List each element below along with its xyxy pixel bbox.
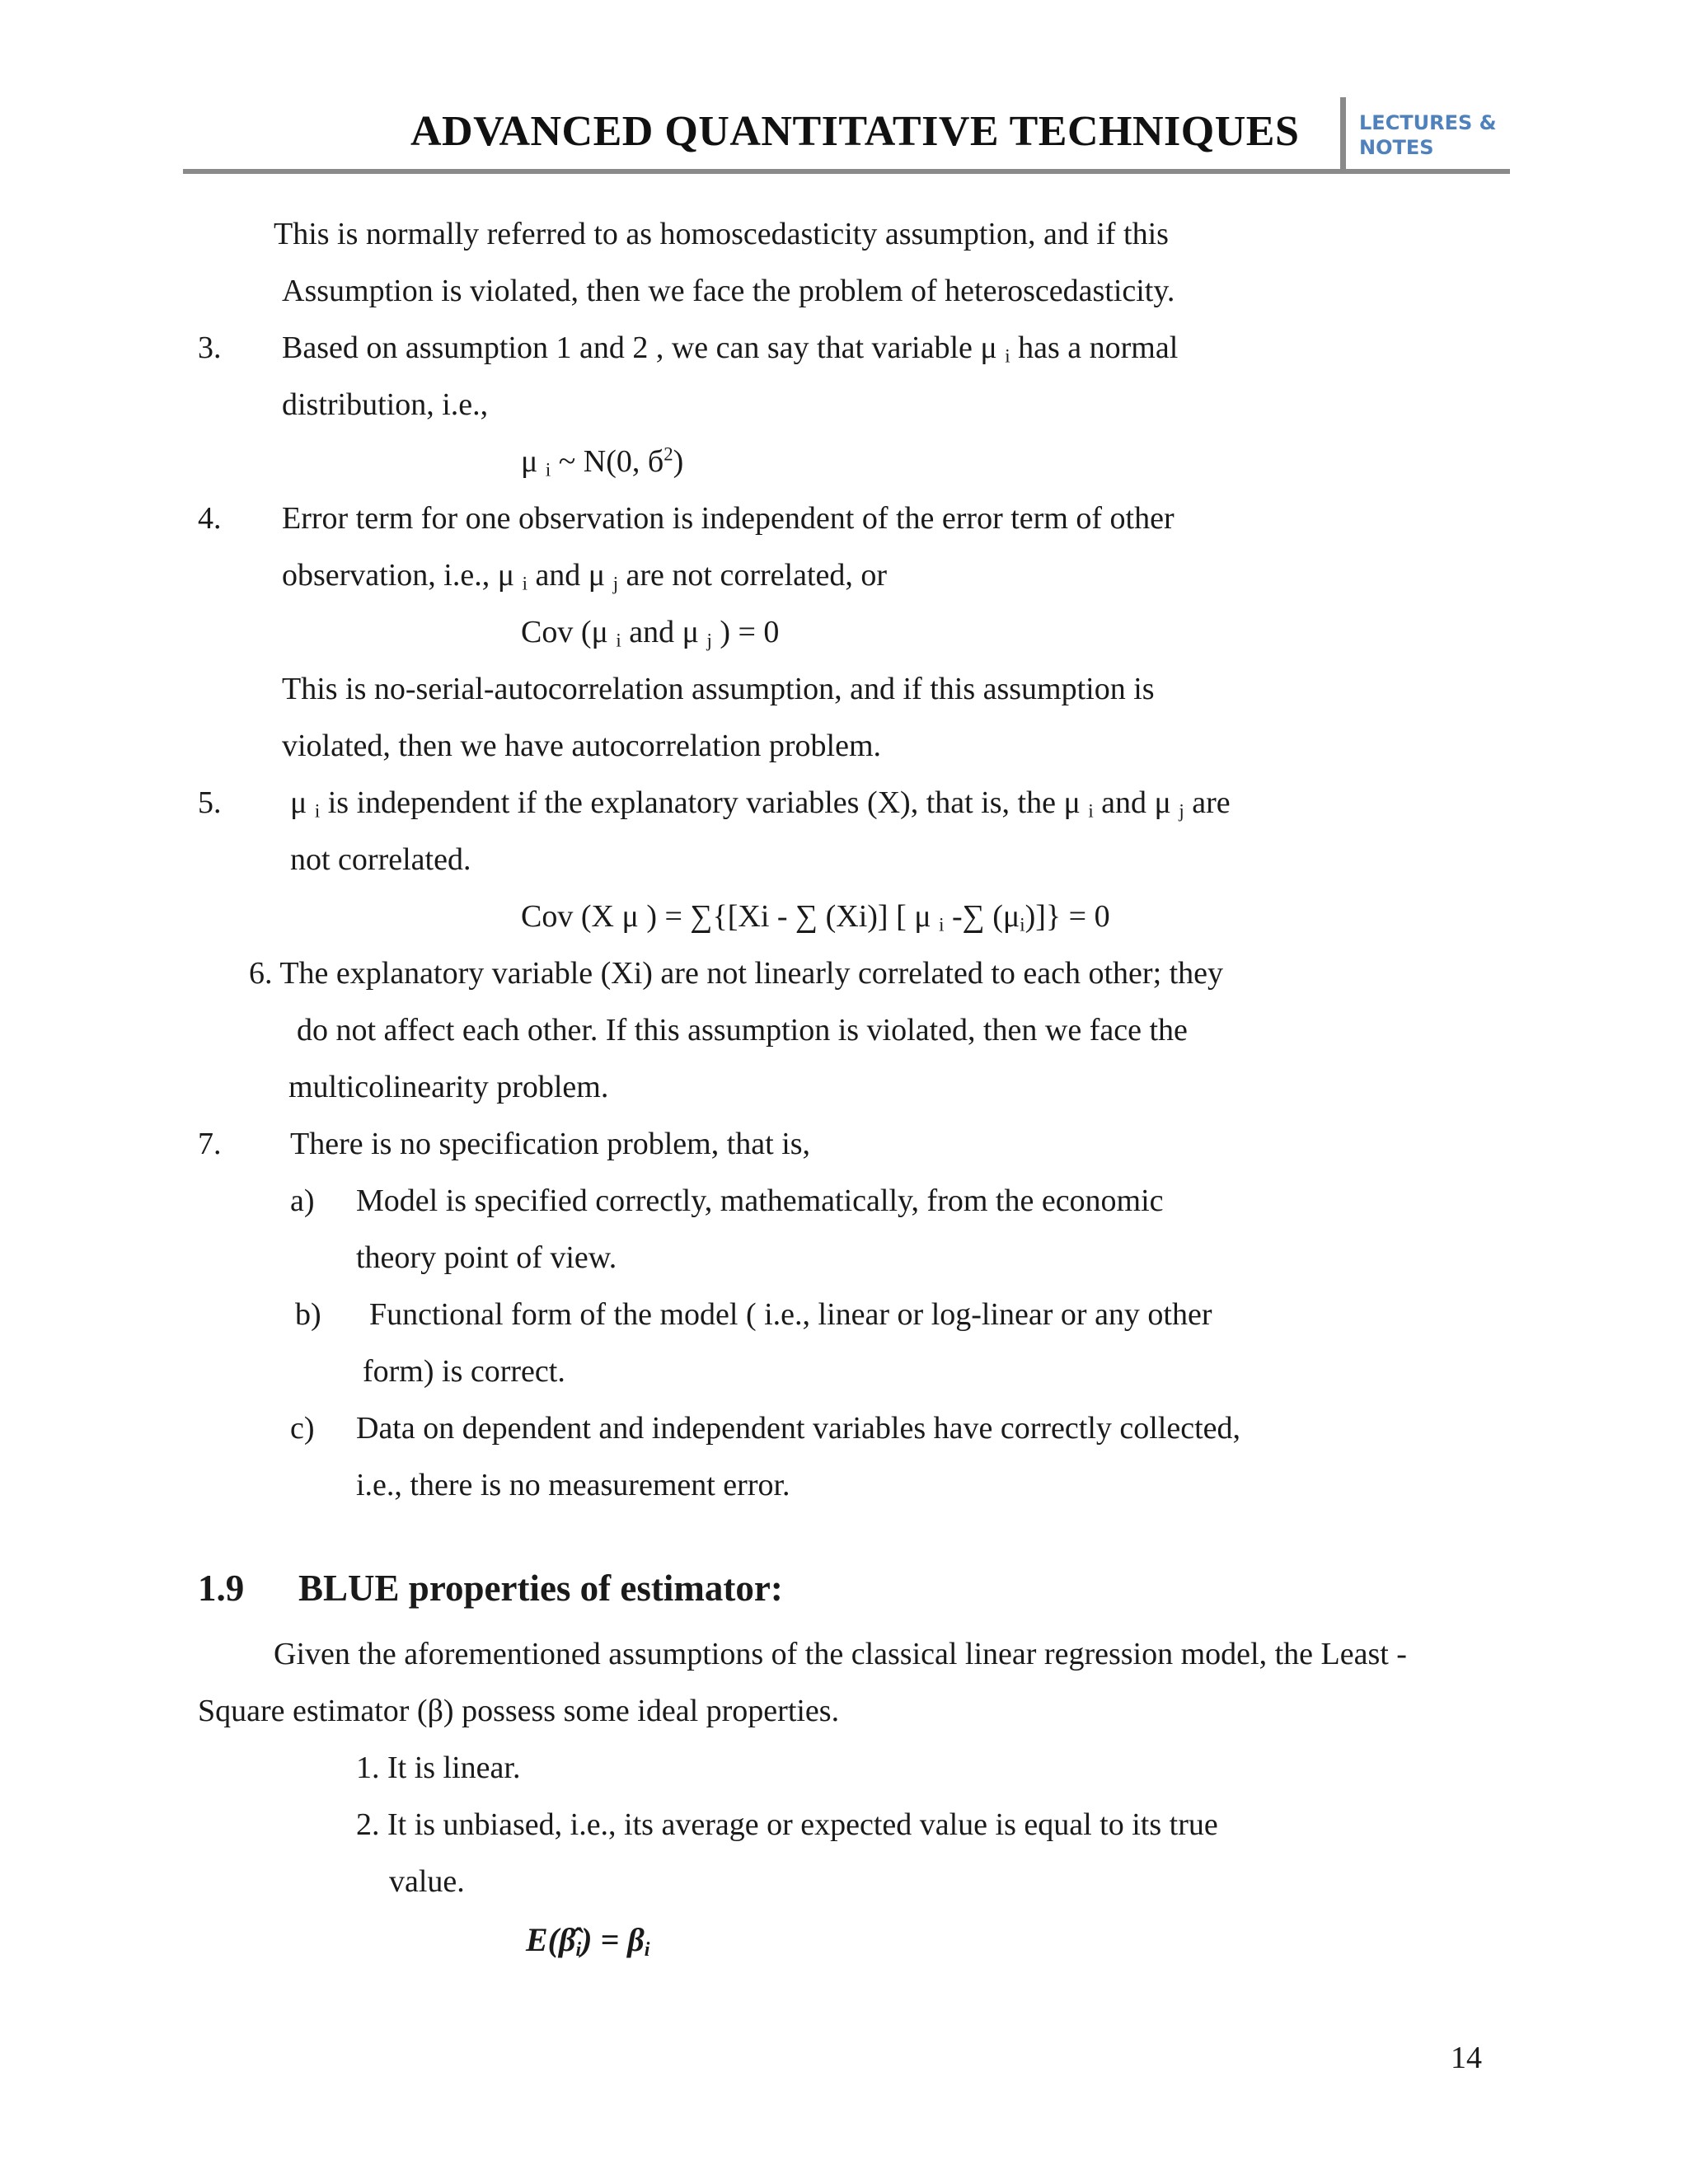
paragraph-line: This is normally referred to as homoscedasticity assumption, and if this [274,217,1169,251]
sublist-text: theory point of view. [356,1240,617,1275]
property-item: 2. It is unbiased, i.e., its average or expected value is equal to its true [356,1807,1218,1842]
section-title: BLUE properties of estimator: [298,1568,783,1609]
list-item-text: do not affect each other. If this assumption is violated, then we face the [297,1013,1188,1047]
sublist-text: i.e., there is no measurement error. [356,1468,790,1502]
property-item: 1. It is linear. [356,1750,521,1785]
sublist-text: Data on dependent and independent variables have correctly collected, [356,1411,1241,1446]
list-item-text: Based on assumption 1 and 2 , we can say that variable μ $_i$ has a normal [282,330,1179,367]
list-item-text: 6. The explanatory variable (Xi) are not linearly correlated to each other; they [249,956,1224,991]
formula-expected-value: $E(\betâ_i) = \beta_i$ [526,1921,650,1961]
page-number: 14 [1451,2041,1482,2075]
paragraph-line: violated, then we have autocorrelation problem. [282,729,882,763]
paragraph-line: Square estimator (β) possess some ideal properties. [198,1694,840,1728]
paragraph-line: Assumption is violated, then we face the problem of heteroscedasticity. [282,274,1175,308]
list-item-text: μ $_i$ is independent if the explanatory variables (X), that is, the μ $_i$ and μ $_j$ are [290,785,1231,822]
sublist-label: a) [290,1183,315,1218]
list-number: 3. [198,330,222,365]
sublist-text: Model is specified correctly, mathematically, from the economic [356,1183,1164,1218]
paragraph-line: This is no-serial-autocorrelation assumption, and if this assumption is [282,672,1155,706]
formula-covariance: Cov (μ $_i$ and μ $_j$ ) = 0 [521,615,780,651]
formula-normal-distribution: μ $_i$ ~ N(0, $б^2$) [521,443,684,480]
sublist-text: form) is correct. [363,1354,565,1389]
list-item-text: There is no specification problem, that is, [290,1127,811,1161]
list-number: 4. [198,501,222,536]
list-item-text: Error term for one observation is independent of the error term of other [282,501,1175,536]
list-item-text: observation, i.e., μ $_i$ and μ $_j$ are not correlated, or [282,558,888,594]
paragraph-line: Given the aforementioned assumptions of the classical linear regression model, the Least - [274,1637,1407,1671]
sublist-text: Functional form of the model ( i.e., linear or log-linear or any other [369,1297,1212,1332]
list-item-text: multicolinearity problem. [288,1070,609,1104]
sublist-label: c) [290,1411,315,1446]
list-item-text: not correlated. [290,842,471,877]
header-separator [1340,97,1346,170]
list-item-text: distribution, i.e., [282,387,489,422]
sublist-label: b) [295,1297,321,1332]
property-item: value. [389,1864,465,1899]
formula-cov-x-mu: Cov (X μ ) = ∑{[Xi - ∑ (Xi)] [ μ $_i$ -∑ $(\mu_i)]\} = 0$ [521,899,1110,935]
section-number: 1.9 [198,1568,245,1609]
header-badge: LECTURES & NOTES [1359,111,1497,159]
running-header-title: ADVANCED QUANTITATIVE TECHNIQUES [410,108,1300,155]
list-number: 7. [198,1127,222,1161]
list-number: 5. [198,785,222,820]
header-rule [183,169,1510,174]
